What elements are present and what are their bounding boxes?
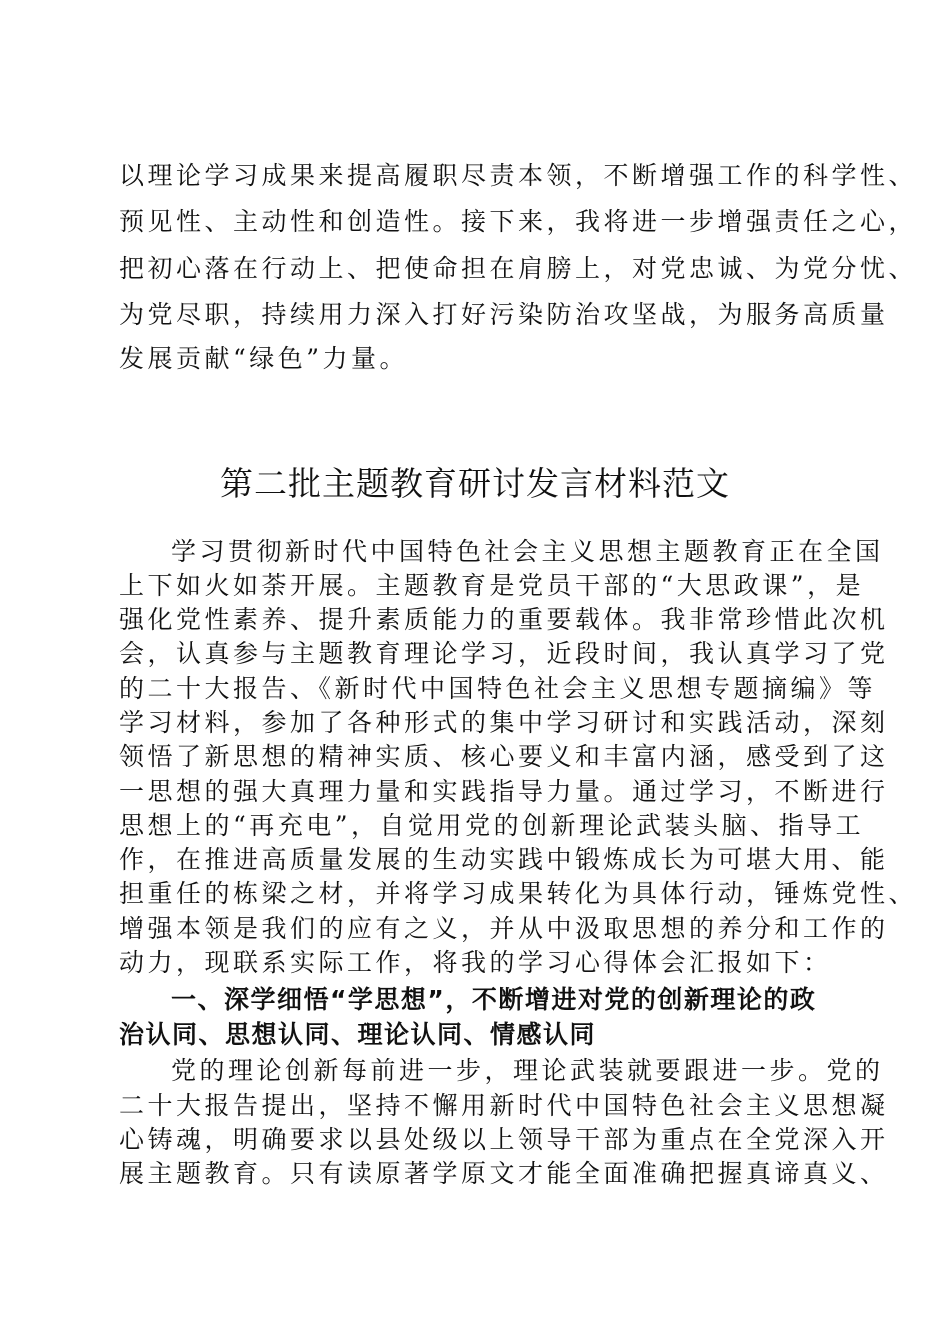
text-line: 发展贡献“绿色”力量。 [119, 344, 409, 373]
text-line: 二十大报告提出，坚持不懈用新时代中国特色社会主义思想凝 [119, 1091, 889, 1120]
text-line: 心铸魂，明确要求以县处级以上领导干部为重点在全党深入开 [119, 1125, 889, 1154]
text-line: 党的理论创新每前进一步，理论武装就要跟进一步。党的 [171, 1056, 884, 1085]
text-line: 动力，现联系实际工作，将我的学习心得体会汇报如下： [119, 948, 832, 977]
heading-line: 治认同、思想认同、理论认同、情感认同 [119, 1020, 597, 1049]
text-line: 强化党性素养、提升素质能力的重要载体。我非常珍惜此次机 [119, 605, 889, 634]
text-line: 以理论学习成果来提高履职尽责本领，不断增强工作的科学性、 [119, 161, 918, 190]
text-line: 领悟了新思想的精神实质、核心要义和丰富内涵，感受到了这 [119, 742, 889, 771]
text-line: 思想上的“再充电”，自觉用党的创新理论武装头脑、指导工 [119, 811, 865, 840]
text-line: 预见性、主动性和创造性。接下来，我将进一步增强责任之心， [119, 207, 918, 236]
text-line: 为党尽职，持续用力深入打好污染防治攻坚战，为服务高质量 [119, 300, 889, 329]
text-line: 展主题教育。只有读原著学原文才能全面准确把握真谛真义、 [119, 1159, 889, 1188]
text-line: 会，认真参与主题教育理论学习，近段时间，我认真学习了党 [119, 639, 889, 668]
heading-line: 一、深学细悟“学思想”，不断增进对党的创新理论的政 [171, 985, 817, 1014]
article-title: 第二批主题教育研讨发言材料范文 [220, 464, 730, 503]
text-line: 学习贯彻新时代中国特色社会主义思想主题教育正在全国 [171, 537, 884, 566]
text-line: 一思想的强大真理力量和实践指导力量。通过学习，不断进行 [119, 777, 889, 806]
text-line: 作，在推进高质量发展的生动实践中锻炼成长为可堪大用、能 [119, 845, 889, 874]
text-line: 上下如火如荼开展。主题教育是党员干部的“大思政课”，是 [119, 571, 865, 600]
text-line: 把初心落在行动上、把使命担在肩膀上，对党忠诚、为党分忧、 [119, 254, 918, 283]
text-line: 学习材料，参加了各种形式的集中学习研讨和实践活动，深刻 [119, 708, 889, 737]
text-line: 的二十大报告、《新时代中国特色社会主义思想专题摘编》等 [119, 674, 877, 703]
text-line: 担重任的栋梁之材，并将学习成果转化为具体行动，锤炼党性、 [119, 879, 918, 908]
text-line: 增强本领是我们的应有之义，并从中汲取思想的养分和工作的 [119, 914, 889, 943]
